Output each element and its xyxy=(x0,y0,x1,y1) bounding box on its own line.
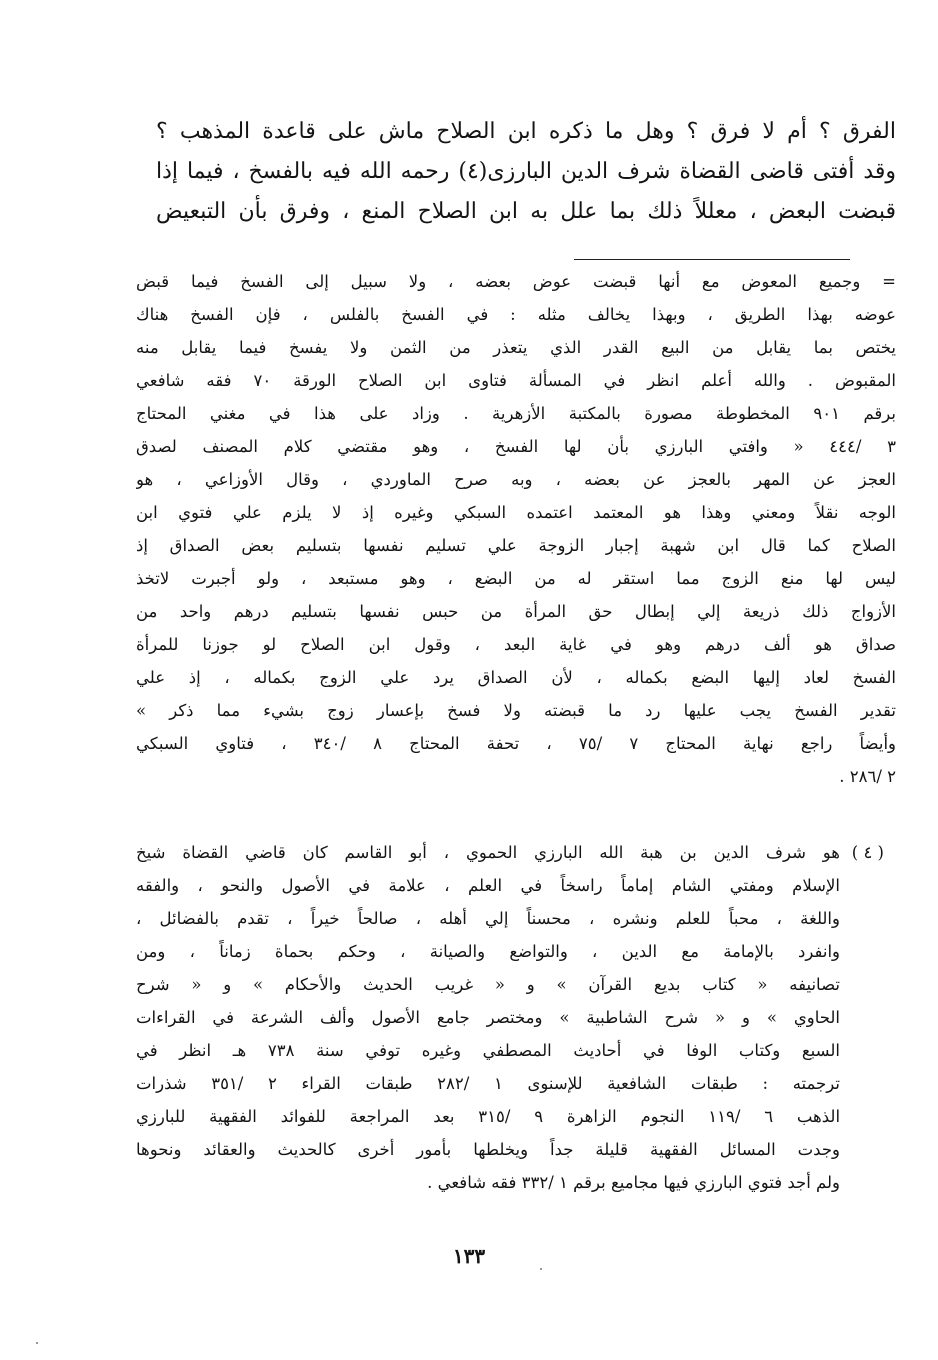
footnote-divider xyxy=(574,259,850,260)
footnote-4 xyxy=(136,836,896,1199)
main-text-line: وقد أفتى قاضى القضاة شرف الدين البارزى(٤) رحمه الله فيه بالفسخ ، فيما إذا xyxy=(156,159,896,184)
footnote-line: ليس لها منع الزوج مما استقر له من البضع ، وهو مستبعد ، ولو أجبرت لاتخذ xyxy=(136,569,896,588)
footnote-line: ولم أجد فتوي البارزي فيها مجاميع برقم ١ /٣٣٢ فقه شافعي . xyxy=(427,1173,840,1192)
footnote-line: الفسخ لعاد إليها البضع بكماله ، لأن الصداق يرد علي الزوج بكماله ، إذ علي xyxy=(136,668,896,687)
main-text xyxy=(156,112,896,232)
footnote-line: هو شرف الدين بن هبة الله البارزي الحموي ، أبو القاسم كان قاضي القضاة شيخ xyxy=(136,843,840,862)
footnote-line: الأزواج ذلك ذريعة إلي إبطال حق المرأة من حبس نفسها بتسليم درهم واحد من xyxy=(136,602,896,621)
footnote-line: المقبوض . والله أعلم انظر في المسألة فتاوى ابن الصلاح الورقة ٧٠ فقه شافعي xyxy=(136,371,896,390)
footnote-line: العجز عن المهر بالعجز عن بعضه ، وبه صرح الماوردي ، وقال الأوزاعي ، هو xyxy=(136,470,896,489)
main-text-line: الفرق ؟ أم لا فرق ؟ وهل ما ذكره ابن الصلاح ماش على قاعدة المذهب ؟ xyxy=(156,119,896,144)
footnote-4-body xyxy=(136,836,840,1199)
footnote-line: الوجه نقلاً ومعني وهذا هو المعتمد اعتمده السبكي وغيره إذ لا يلزم علي فتوي ابن xyxy=(136,503,896,522)
footnote-line: ٢ /٢٨٦ . xyxy=(839,767,896,786)
footnote-continued xyxy=(136,265,896,793)
footnote-line: يختص بما يقابل من البيع القدر الذي يتعذر من الثمن ولا يفسخ فيما يقابل منه xyxy=(136,338,896,357)
footnote-line: عوضه بهذا الطريق ، وبهذا يخالف مثله : في الفسخ بالفلس ، فإن الفسخ هناك xyxy=(136,305,896,324)
footnote-line: وانفرد بالإمامة مع الدين ، والتواضع والصيانة ، وحكم بحماة زماناً ، ومن xyxy=(136,942,840,961)
footnote-line: برقم ٩٠١ المخطوطة مصورة بالمكتبة الأزهرية . وزاد على هذا في مغني المحتاج xyxy=(136,404,896,423)
main-text-line: قبضت البعض ، معللاً ذلك بما علل به ابن الصلاح المنع ، وفرق بأن التبعيض xyxy=(156,199,896,224)
footnote-line: واللغة ، محباً للعلم ونشره ، محسناً إلي أهله ، صالحاً خيراً ، تقدم بالفضائل ، xyxy=(136,909,840,928)
footnote-line: = وجميع المعوض مع أنها قبضت عوض بعضه ، ولا سبيل إلى الفسخ فيما قبض xyxy=(136,272,896,291)
footnote-line: الإسلام ومفتي الشام إماماً راسخاً في العلم ، علامة في الأصول والنحو ، والفقه xyxy=(136,876,840,895)
footnote-line: ترجمته : طبقات الشافعية للإسنوى ١ /٢٨٢ طبقات القراء ٢ /٣٥١ شذرات xyxy=(136,1074,840,1093)
footnote-line: وجدت المسائل الفقهية قليلة جداً ويخلطها بأمور أخرى كالحديث والعقائد ونحوها xyxy=(136,1140,840,1159)
footnote-line: صداق هو ألف درهم وهو في غاية البعد ، وقول ابن الصلاح لو جوزنا للمرأة xyxy=(136,635,896,654)
footnote-line: الحاوي » و « شرح الشاطبية » ومختصر جامع الأصول وألف الشرعة في القراءات xyxy=(136,1008,840,1027)
footnote-marker: ( ٤ ) xyxy=(851,843,884,862)
footnote-line: وأيضاً راجع نهاية المحتاج ٧ /٧٥ ، تحفة المحتاج ٨ /٣٤٠ ، فتاوي السبكي xyxy=(136,734,896,753)
footnote-line: ٣ /٤٤٤ « وافتي البارزي بأن لها الفسخ ، وهو مقتضي كلام المصنف لصدق xyxy=(136,437,896,456)
scan-speck xyxy=(540,1268,542,1270)
footnote-line: تصانيفه « كتاب بديع القرآن » و « غريب الحديث والأحكام » و « شرح xyxy=(136,975,840,994)
page-number: ١٣٣ xyxy=(452,1244,486,1268)
footnote-line: تقدير الفسخ يجب عليها رد ما قبضته ولا فسخ بإعسار زوج بشيء مما ذكر » xyxy=(136,701,896,720)
scan-speck xyxy=(36,1342,38,1344)
footnote-line: الصلاح كما قال ابن شهبة إجبار الزوجة علي تسليم نفسها بتسليم بعض الصداق إذ xyxy=(136,536,896,555)
footnote-line: الذهب ٦ /١١٩ النجوم الزاهرة ٩ /٣١٥ بعد المراجعة للفوائد الفقهية للبارزي xyxy=(136,1107,840,1126)
footnote-line: السبع وكتاب الوفا في أحاديث المصطفي وغيره توفي سنة ٧٣٨ هـ انظر في xyxy=(136,1041,840,1060)
